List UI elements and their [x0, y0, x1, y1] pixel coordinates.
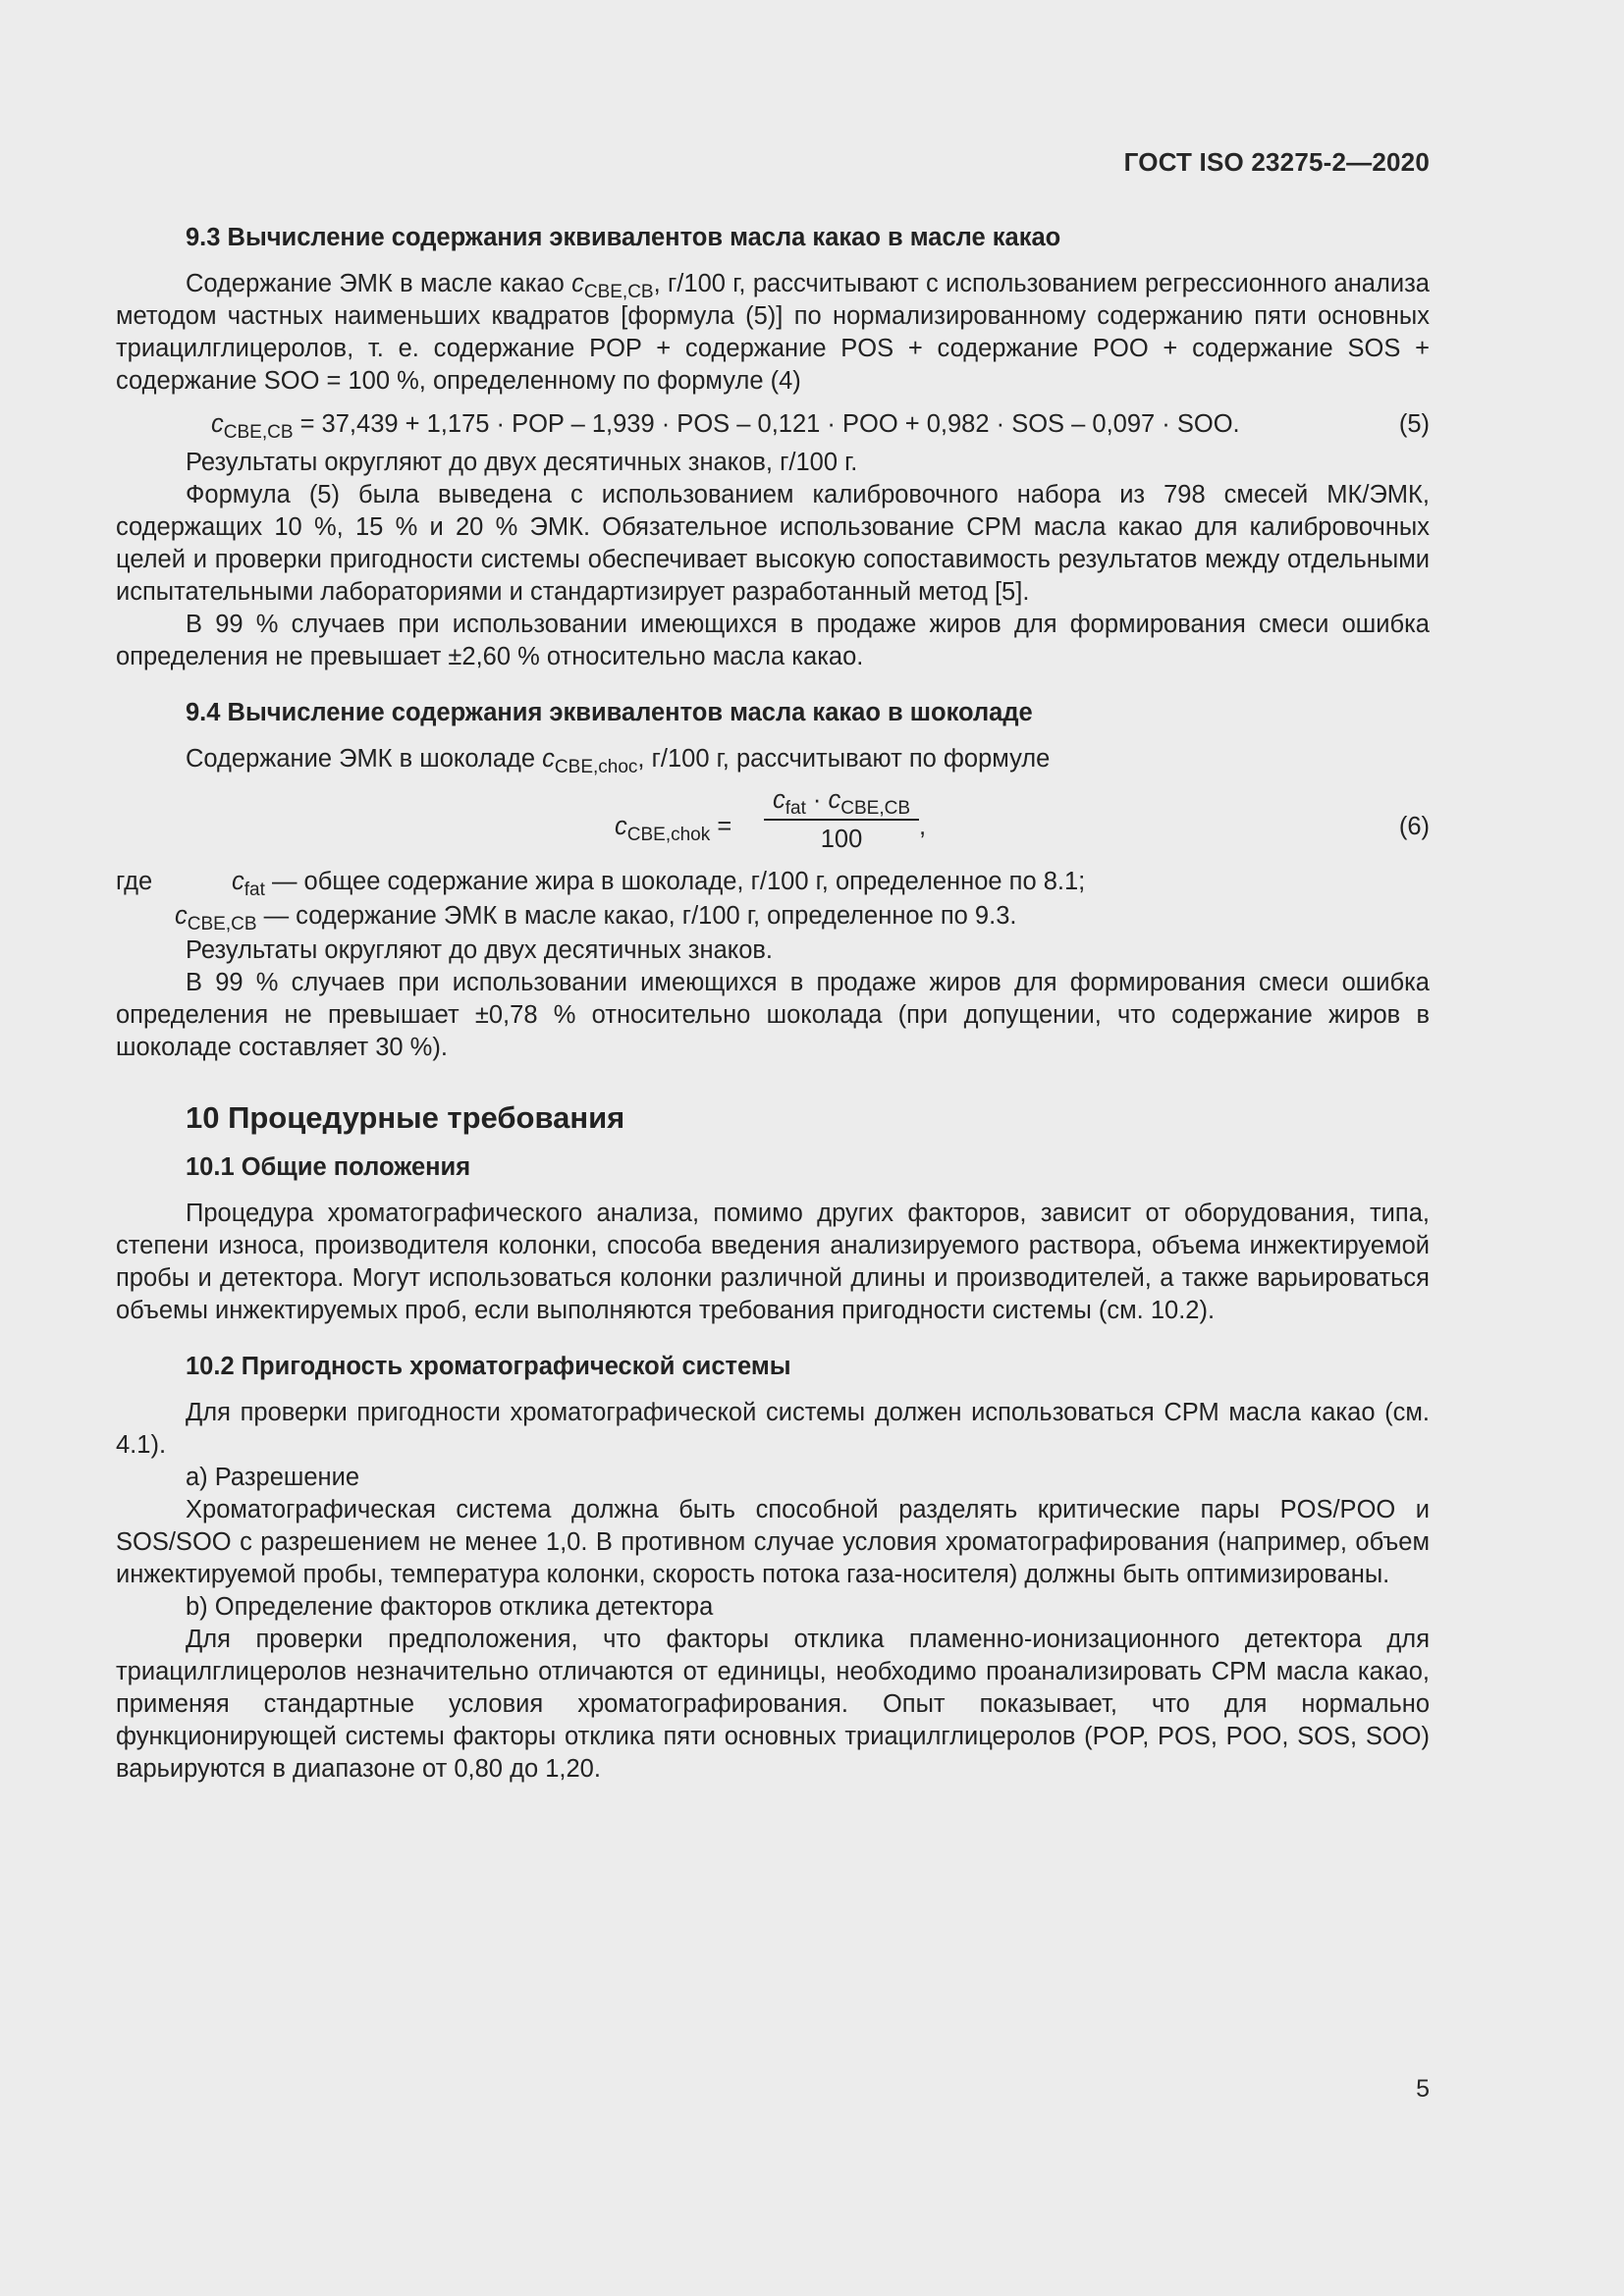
- section-9-3-paragraph-2: Результаты округляют до двух десятичных знаков, г/100 г.: [186, 449, 858, 476]
- formula-5-expression: $c_{CBE,CB} = 37,439 + 1,175$ · POP – 1,939 · POS – 0,121 · POO + 0,982 · SOS – 0,097 · SOO.: [211, 410, 1240, 443]
- fraction-denominator: 100: [820, 825, 863, 853]
- section-10-2-paragraph-3: Для проверки предположения, что факторы отклика пламенно-ионизационного детектора для триацилглицеролов незначительно отличаются от единицы, необходимо проанализировать СРМ масла какао, применяя стандартные условия хроматографирования. Опыт показывает, что для нормально функционирующей системы факторы отклика пяти основных триацилглицеролов (POP, POS, POO, SOS, SOO) варьируются в диапазоне от 0,80 до 1,20.: [116, 1626, 1430, 1783]
- section-9-4-paragraph-2: Результаты округляют до двух десятичных знаков.: [186, 936, 774, 964]
- page-number: 5: [1416, 2075, 1430, 2103]
- section-10-2-paragraph-2: Хроматографическая система должна быть способной разделять критические пары POS/POO и SOS/SOO с разрешением не менее 1,0. В противном случае условия хроматографирования (например, объем инжектируемой пробы, температура колонки, скорость потока газа-носителя) должны быть оптимизированы.: [116, 1496, 1430, 1588]
- page-content: [116, 222, 1430, 1786]
- section-9-4-paragraph-3: В 99 % случаев при использовании имеющихся в продаже жиров для формирования смеси ошибка определения не превышает ±0,78 % относительно шоколада (при допущении, что содержание жиров в шоколаде составляет 30 %).: [116, 969, 1430, 1061]
- section-9-3-paragraph-3: Формула (5) была выведена с использованием калибровочного набора из 798 смесей МК/ЭМК, содержащих 10 %, 15 % и 20 % ЭМК. Обязательное использование СРМ масла какао для калибровочных целей и проверки пригодности системы обеспечивает высокую сопоставимость результатов между отдельными испытательными лабораториями и стандартизирует разработанный метод [5].: [116, 481, 1430, 606]
- section-9-3-paragraph-1: Содержание ЭМК в масле какао $c_{CBE,CB}$, г/100 г, рассчитывают с использованием регрессионного анализа методом частных наименьших квадратов [формула (5)] по нормализированному содержанию пяти основных триацилглицеролов, т. е. содержание POP + содержание POS + содержание POO + содержание SOS + содержание SOO = 100 %, определенному по формуле (4): [116, 270, 1430, 395]
- where-line-1: [116, 866, 1430, 900]
- formula-6-comma: ,: [919, 813, 927, 840]
- formula-6-fraction: [764, 783, 919, 856]
- section-10-1-paragraph: Процедура хроматографического анализа, помимо других факторов, зависит от оборудования, типа, степени износа, производителя колонки, способа введения анализируемого раствора, объема инжектируемой пробы и детектора. Могут использоваться колонки различной длины и производителей, а также варьироваться объемы инжектируемых проб, если выполняются требования пригодности системы (см. 10.2).: [116, 1200, 1430, 1324]
- section-10-2-item-a: a) Разрешение: [186, 1464, 360, 1491]
- where-label: где: [116, 868, 153, 895]
- formula-6-number: (6): [1398, 813, 1430, 840]
- where-item-cbe: $c_{CBE,CB}$ — содержание ЭМК в масле какао, г/100 г, определенное по 9.3.: [175, 902, 1017, 934]
- section-10-heading: 10 Процедурные требования: [186, 1100, 625, 1135]
- where-item-fat: $c_{fat}$ — общее содержание жира в шоколаде, г/100 г, определенное по 8.1;: [232, 868, 1086, 900]
- section-10-2-paragraph-1: Для проверки пригодности хроматографической системы должен использоваться СРМ масла какао (см. 4.1).: [116, 1399, 1430, 1459]
- fraction-numerator: $c_{fat} \cdot c_{CBE,CB}$: [772, 786, 911, 819]
- section-10-2-item-b: b) Определение факторов отклика детектора: [186, 1593, 714, 1621]
- formula-6: [116, 783, 1430, 862]
- formula-6-lhs: $c_{CBE,chok}$ =: [615, 813, 732, 845]
- section-9-3-paragraph-4: В 99 % случаев при использовании имеющихся в продаже жиров для формирования смеси ошибка определения не превышает ±2,60 % относительно масла какао.: [116, 611, 1430, 670]
- formula-5: [116, 403, 1430, 445]
- fraction-bar: [764, 819, 919, 821]
- section-10-1-heading: 10.1 Общие положения: [186, 1153, 471, 1181]
- section-9-3-heading: 9.3 Вычисление содержания эквивалентов масла какао в масле какао: [186, 224, 1061, 251]
- where-line-2: [116, 900, 1430, 934]
- section-9-4-heading: 9.4 Вычисление содержания эквивалентов масла какао в шоколаде: [186, 699, 1033, 726]
- formula-5-number: (5): [1398, 410, 1430, 438]
- section-10-2-heading: 10.2 Пригодность хроматографической системы: [186, 1353, 791, 1380]
- document-code-header: ГОСТ ISO 23275-2—2020: [1123, 147, 1430, 177]
- section-9-4-paragraph-1: Содержание ЭМК в шоколаде $c_{CBE,choc}$, г/100 г, рассчитывают по формуле: [186, 745, 1051, 777]
